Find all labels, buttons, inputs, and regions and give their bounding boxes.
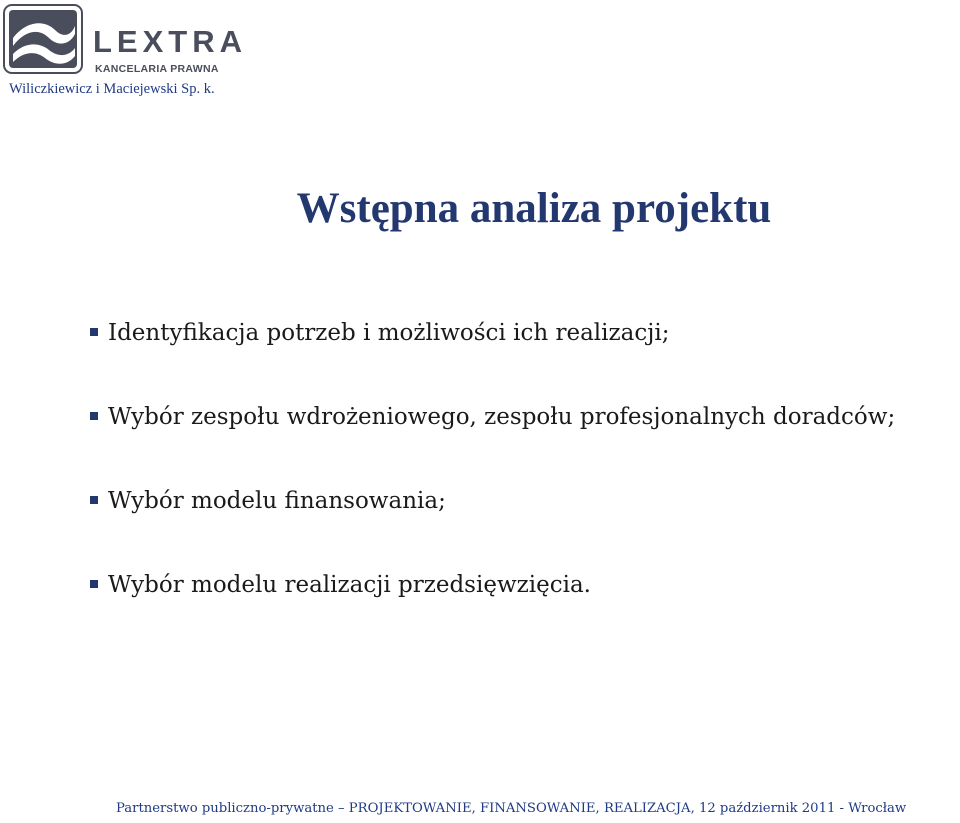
- slide-title: Wstępna analiza projektu: [296, 185, 772, 232]
- bullet-item: [90, 316, 958, 400]
- square-bullet-icon: [90, 580, 98, 588]
- logo-subtitle: KANCELARIA PRAWNA: [95, 63, 219, 75]
- slide-footer: Partnerstwo publiczno-prywatne – PROJEKTOWANIE, FINANSOWANIE, REALIZACJA, 12 październik 2011 - Wrocław: [116, 801, 907, 816]
- bullet-text: Wybór zespołu wdrożeniowego, zespołu profesjonalnych doradców;: [108, 404, 896, 430]
- bullet-list: [90, 316, 958, 652]
- lextra-logo: [3, 4, 247, 78]
- lextra-emblem-icon: [3, 4, 83, 74]
- bullet-item: [90, 400, 958, 484]
- bullet-text: Identyfikacja potrzeb i możliwości ich realizacji;: [108, 320, 670, 346]
- bullet-text: Wybór modelu finansowania;: [108, 488, 446, 514]
- bullet-text: Wybór modelu realizacji przedsięwzięcia.: [108, 572, 591, 598]
- square-bullet-icon: [90, 496, 98, 504]
- square-bullet-icon: [90, 412, 98, 420]
- logo-name: LEXTRA: [93, 24, 247, 59]
- square-bullet-icon: [90, 328, 98, 336]
- bullet-item: [90, 484, 958, 568]
- company-name: Wiliczkiewicz i Maciejewski Sp. k.: [9, 81, 215, 97]
- bullet-item: [90, 568, 958, 652]
